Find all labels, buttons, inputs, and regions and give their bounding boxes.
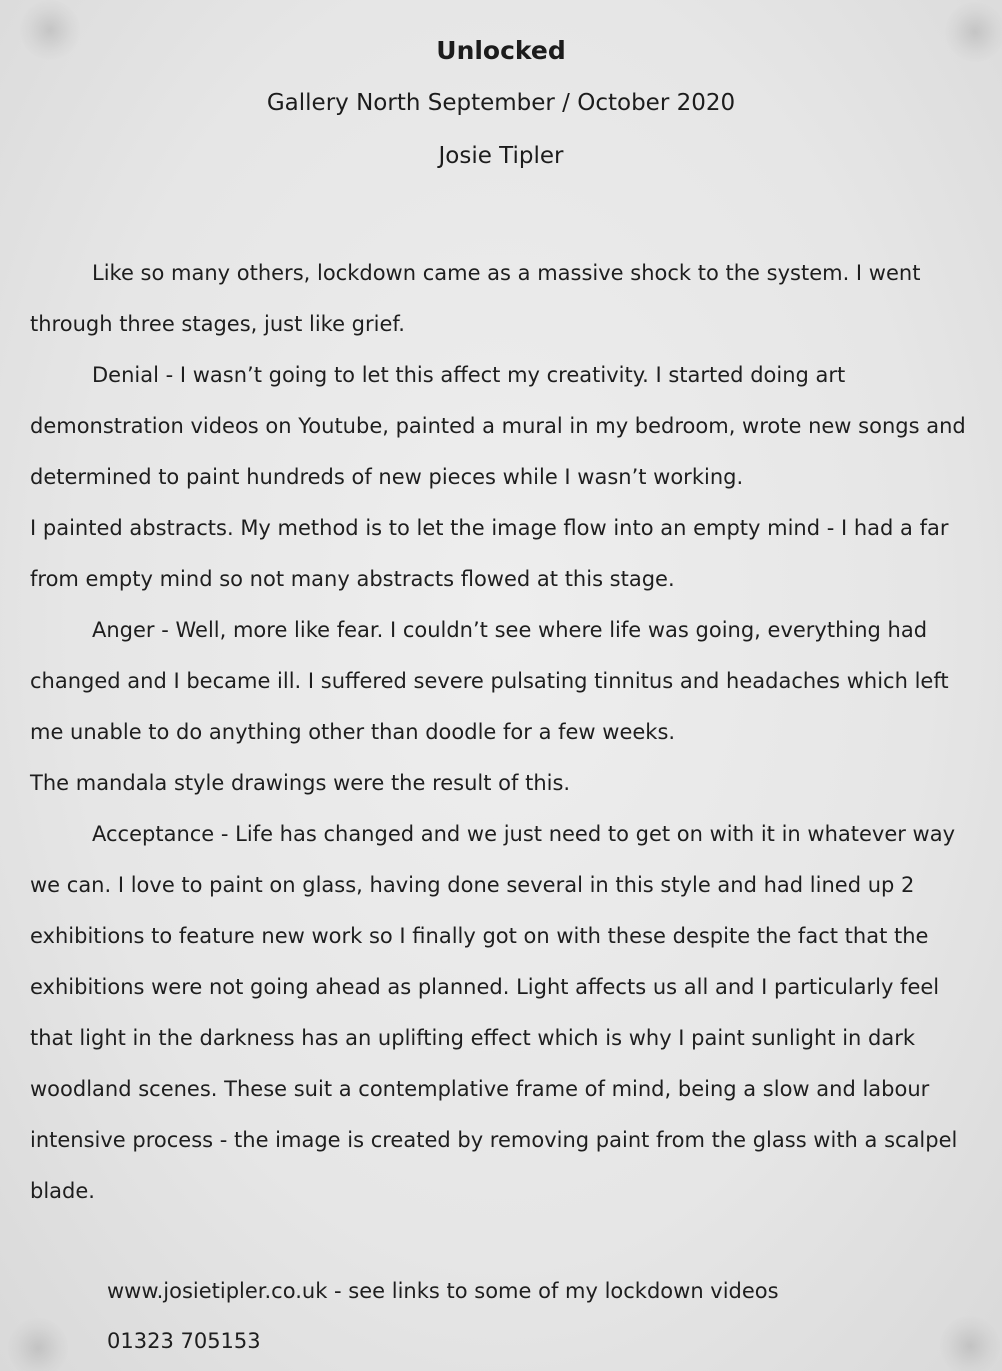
paragraph-intro: Like so many others, lockdown came as a massive shock to the system. I went through three stages, just like grief.	[30, 261, 921, 336]
paragraph-acceptance: Acceptance - Life has changed and we just need to get on with it in whatever way we can. I love to paint on glass, having done several in this style and had lined up 2 exhibitions to feature new work so I finally got on with these despite the fact that the exhibitions were not going ahead as planned. Light affects us all and I particularly feel that light in the darkness has an uplifting effect which is why I paint sunlight in dark woodland scenes. These suit a contemplative frame of mind, being a slow and labour intensive process - the image is created by removing paint from the glass with a scalpel blade.	[30, 822, 958, 1203]
paragraph-anger: Anger - Well, more like fear. I couldn’t see where life was going, everything had changed and I became ill. I suffered severe pulsating tinnitus and headaches which left me unable to do anything other than doodle for a few weeks.	[30, 618, 949, 744]
statement-body	[30, 248, 985, 1217]
artist-name: Josie Tipler	[438, 143, 564, 169]
contact-block	[107, 1266, 779, 1366]
pin-mark-bottom-left	[8, 1318, 68, 1371]
venue-date: Gallery North September / October 2020	[266, 90, 736, 116]
paragraph-denial: Denial - I wasn’t going to let this affect my creativity. I started doing art demonstration videos on Youtube, painted a mural in my bedroom, wrote new songs and determined to paint hundreds of new pieces while I wasn’t working.	[30, 363, 966, 489]
pin-mark-bottom-right	[940, 1316, 1000, 1371]
document-title: Unlocked	[436, 36, 566, 65]
paragraph-abstracts: I painted abstracts. My method is to let the image flow into an empty mind - I had a far from empty mind so not many abstracts flowed at this stage.	[30, 516, 949, 591]
website-line: www.josietipler.co.uk - see links to some of my lockdown videos	[107, 1279, 779, 1303]
phone-number: 01323 705153	[107, 1329, 261, 1353]
paragraph-mandala: The mandala style drawings were the result of this.	[30, 771, 571, 795]
